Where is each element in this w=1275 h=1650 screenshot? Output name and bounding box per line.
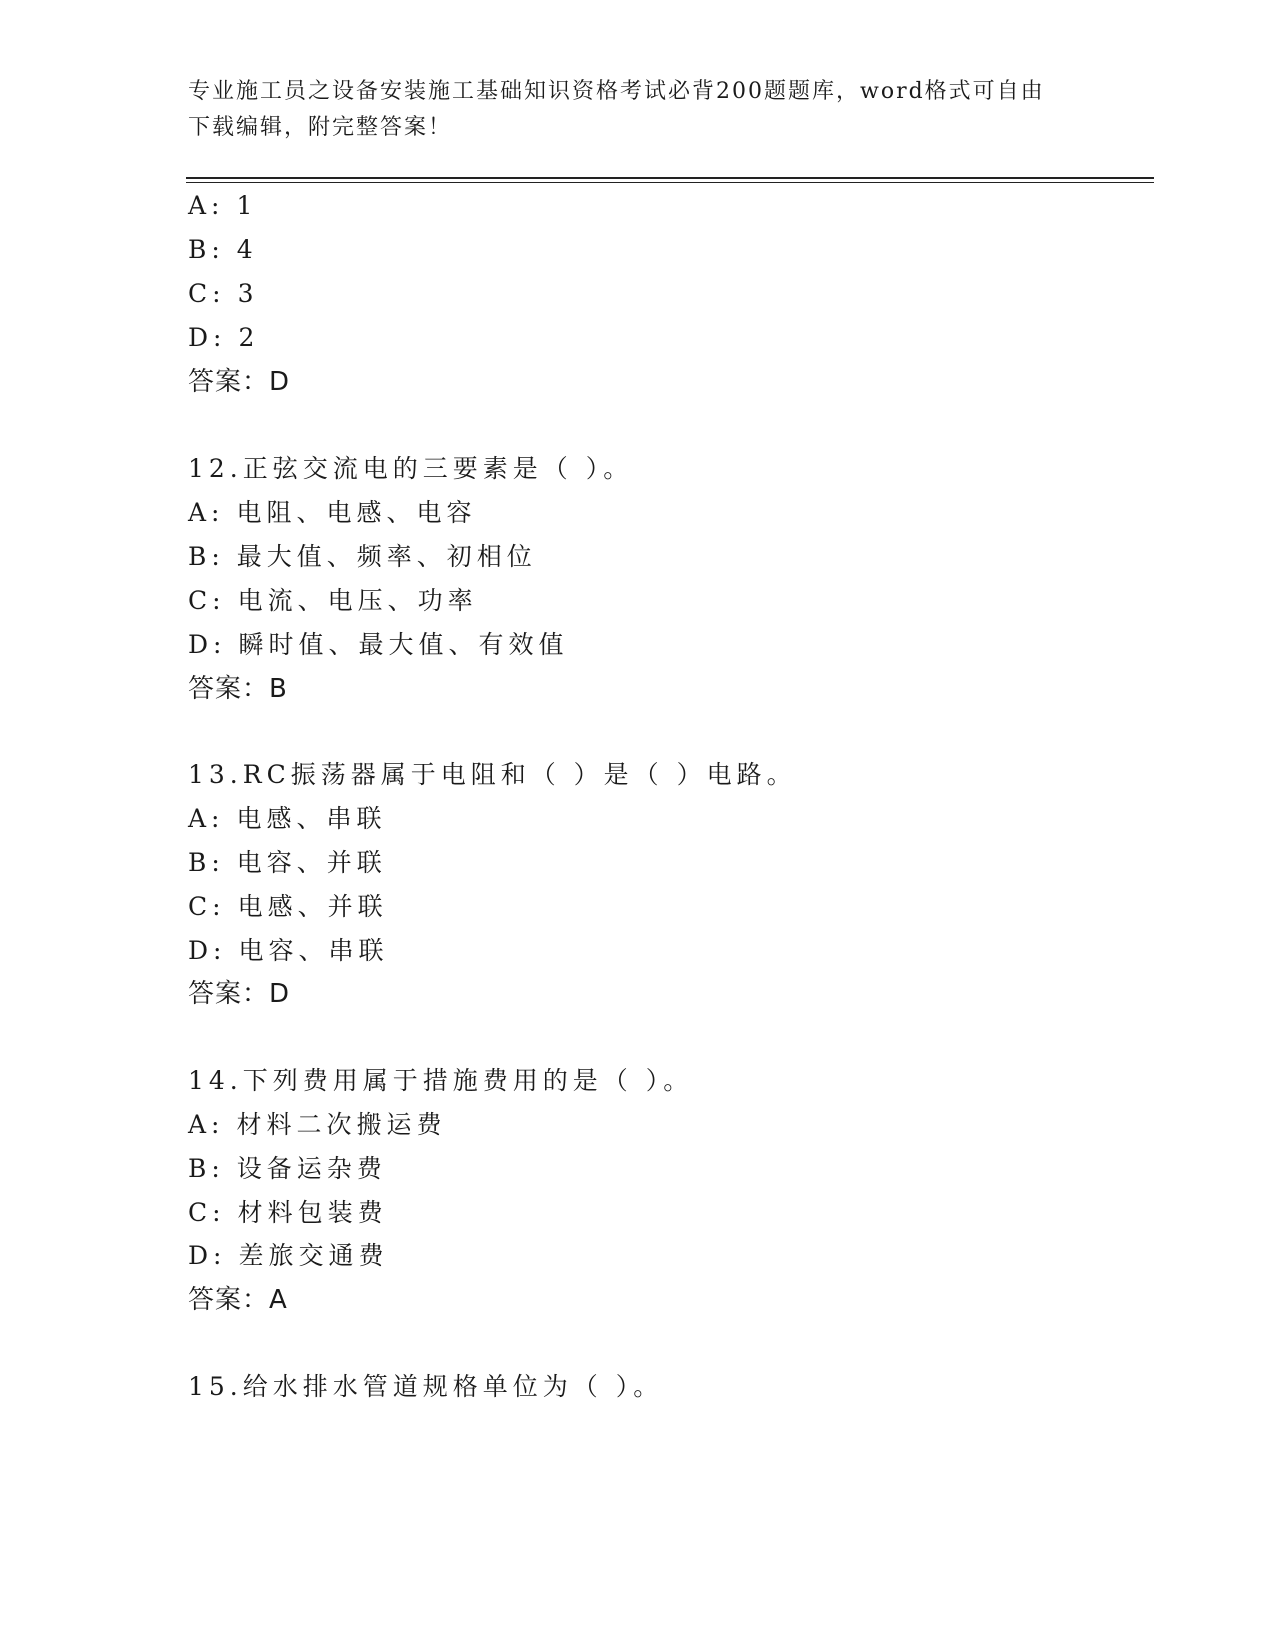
q12-option-a	[188, 498, 477, 528]
q12-option-c	[188, 586, 478, 616]
option-text: 电感、串联	[236, 804, 387, 833]
header-divider-thick	[186, 177, 1154, 179]
option-label: B:	[188, 848, 225, 877]
option-label: C:	[188, 1198, 226, 1227]
option-label: C:	[188, 892, 226, 921]
option-text: 电阻、电感、电容	[236, 498, 477, 527]
option-text: 2	[238, 323, 260, 352]
option-text: 电容、串联	[238, 936, 389, 965]
q12-option-b	[188, 542, 537, 572]
option-text: 瞬时值、最大值、有效值	[238, 630, 569, 659]
option-text: 设备运杂费	[236, 1154, 387, 1183]
option-label: A:	[188, 804, 225, 833]
option-text: 电感、并联	[237, 892, 388, 921]
q12-option-d	[188, 630, 568, 660]
header-line-2: 下载编辑，附完整答案！	[188, 115, 453, 140]
option-label: B:	[188, 1154, 225, 1183]
option-text: 3	[237, 279, 259, 308]
option-text: 差旅交通费	[238, 1241, 389, 1270]
q12-question: 12.正弦交流电的三要素是（ ）。	[188, 454, 634, 483]
option-label: D:	[188, 630, 227, 659]
header-divider-thin	[186, 182, 1154, 183]
option-label: A:	[188, 498, 225, 527]
q14-option-c	[188, 1198, 388, 1228]
option-label: B:	[188, 542, 225, 571]
option-label: C:	[188, 586, 226, 615]
q11-answer: 答案：D	[188, 367, 291, 397]
option-text: 1	[236, 191, 258, 220]
document-header	[188, 74, 1088, 146]
option-text: 材料包装费	[237, 1198, 388, 1227]
option-label: C:	[188, 279, 226, 308]
option-label: D:	[188, 323, 227, 352]
q13-question: 13.RC振荡器属于电阻和（ ）是（ ）电路。	[188, 760, 797, 789]
q11-option-b	[188, 235, 258, 265]
option-label: A:	[188, 191, 225, 220]
option-text: 4	[236, 235, 258, 264]
q14-answer: 答案：A	[188, 1285, 288, 1315]
q11-option-d	[188, 323, 259, 353]
q14-option-d	[188, 1241, 388, 1271]
option-text: 电容、并联	[236, 848, 387, 877]
q11-option-c	[188, 279, 258, 309]
q12-answer: 答案：B	[188, 674, 288, 704]
q13-answer: 答案：D	[188, 979, 291, 1009]
q13-option-b	[188, 848, 387, 878]
option-label: A:	[188, 1110, 225, 1139]
option-label: B:	[188, 235, 225, 264]
q14-option-a	[188, 1110, 447, 1140]
option-label: D:	[188, 1241, 227, 1270]
q15-question: 15.给水排水管道规格单位为（ ）。	[188, 1372, 664, 1401]
q14-option-b	[188, 1154, 387, 1184]
header-line-1: 专业施工员之设备安装施工基础知识资格考试必背200题题库，word格式可自由	[188, 79, 1045, 104]
q13-option-c	[188, 892, 388, 922]
q14-question: 14.下列费用属于措施费用的是（ ）。	[188, 1066, 694, 1095]
option-text: 最大值、频率、初相位	[236, 542, 537, 571]
option-text: 材料二次搬运费	[236, 1110, 447, 1139]
q13-option-a	[188, 804, 387, 834]
q11-option-a	[188, 191, 257, 221]
q13-option-d	[188, 936, 388, 966]
option-label: D:	[188, 936, 227, 965]
option-text: 电流、电压、功率	[237, 586, 478, 615]
